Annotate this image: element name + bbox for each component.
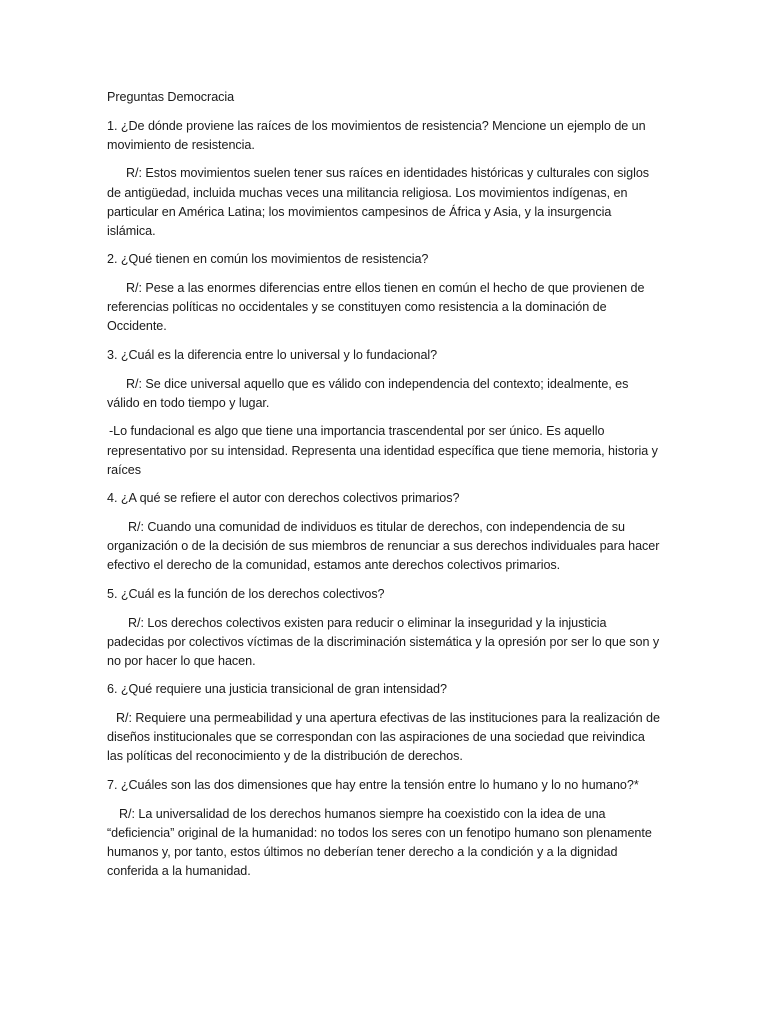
question-5: 5. ¿Cuál es la función de los derechos colectivos? (107, 586, 385, 601)
answer-5: R/: Los derechos colectivos existen para reducir o eliminar la inseguridad y la injusticia padecidas por colectivos víctimas de la discriminación sistemática y la opresión por ser lo que son y no por hacer lo que hacen. (107, 615, 660, 668)
answer-6: R/: Requiere una permeabilidad y una apertura efectivas de las instituciones para la realización de diseños institucionales que se correspondan con las aspiraciones de una sociedad que reivindica las políticas del reconocimiento y de la distribución de derechos. (107, 711, 660, 764)
question-4: 4. ¿A qué se refiere el autor con derechos colectivos primarios? (107, 491, 460, 506)
answer-3: R/: Se dice universal aquello que es válido con independencia del contexto; idealmente, es válido en todo tiempo y lugar. (107, 376, 629, 410)
answer-4: R/: Cuando una comunidad de individuos es titular de derechos, con independencia de su organización o de la decisión de sus miembros de renunciar a sus derechos individuales para hacer efectivo el derecho de la comunidad, estamos ante derechos colectivos primarios. (107, 520, 660, 573)
answer-2: R/: Pese a las enormes diferencias entre ellos tienen en común el hecho de que provienen de referencias políticas no occidentales y se constituyen como resistencia a la dominación de Occidente. (107, 281, 645, 334)
question-3: 3. ¿Cuál es la diferencia entre lo universal y lo fundacional? (107, 348, 438, 362)
question-2: 2. ¿Qué tienen en común los movimientos de resistencia? (107, 252, 429, 267)
question-6: 6. ¿Qué requiere una justicia transicional de gran intensidad? (107, 682, 447, 697)
document-page (107, 88, 663, 891)
question-7: 7. ¿Cuáles son las dos dimensiones que hay entre la tensión entre lo humano y lo no humano?* (107, 778, 639, 793)
answer-3-continued: -Lo fundacional es algo que tiene una importancia trascendental por ser único. Es aquello representativo por su intensidad. Representa una identidad específica que tiene memoria, historia y raíces (107, 424, 658, 477)
answer-1: R/: Estos movimientos suelen tener sus raíces en identidades históricas y culturales con siglos de antigüedad, incluida muchas veces una militancia religiosa. Los movimientos indígenas, en particular en América Latina; los movimientos campesinos de África y Asia, y la insurgencia islámica. (107, 166, 650, 238)
answer-7: R/: La universalidad de los derechos humanos siempre ha coexistido con la idea de una “deficiencia” original de la humanidad: no todos los seres con un fenotipo humano son plenamente humanos y, por tanto, estos últimos no deberían tener derecho a la condición y a la dignidad conferida a la humanidad. (107, 806, 652, 878)
question-1: 1. ¿De dónde proviene las raíces de los movimientos de resistencia? Mencione un ejemplo de un movimiento de resistencia. (107, 118, 646, 152)
document-title: Preguntas Democracia (107, 90, 235, 104)
